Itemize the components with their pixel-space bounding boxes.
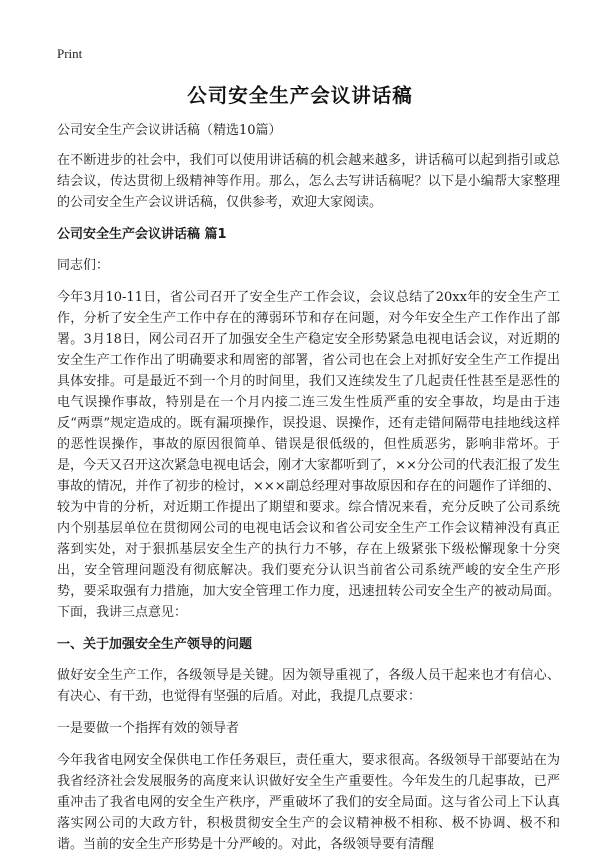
body-paragraph-2: 做好安全生产工作，各级领导是关键。因为领导重视了，各级人员干起来也才有信心、有决心、有干劲，也觉得有坚强的后盾。对此，我提几点要求： [57,668,560,704]
article-heading: 公司安全生产会议讲话稿 篇1 [57,227,227,242]
document-subtitle: 公司安全生产会议讲话稿（精选10篇） [57,123,282,138]
salutation: 同志们： [57,258,110,273]
body-paragraph-1: 今年3月10-11日，省公司召开了安全生产工作会议，会议总结了20xx年的安全生产工作，分析了安全生产工作中存在的薄弱环节和存在问题，对今年安全生产工作作出了部署。3月18日，网公司召开了加强安全生产稳定安全形势紧急电视电话会议，对近期的安全生产工作作出了明确要求和周密的部署，省公司也在会上对抓好安全生产工作提出具体安排。可是最近不到一个月的时间里，我们又连续发生了几起责任性甚至是恶性的电气误操作事故，特别是在一个月内接二连三发生性质严重的安全事故，均是由于违反“两票”规定造成的。既有漏项操作，误投退、误操作，还有走错间隔带电挂地线这样的恶性误操作，事故的原因很简单、错误是很低级的，但性质恶劣，影响非常坏。于是，今天又召开这次紧急电视电话会，刚才大家都听到了，××分公司的代表汇报了发生事故的情况，并作了初步的检讨，×××副总经理对事故原因和存在的问题作了详细的、较为中肯的分析，对近期工作提出了期望和要求。综合情况来看，充分反映了公司系统内个别基层单位在贯彻网公司的电视电话会议和省公司安全生产工作会议精神没有真正落到实处，对于狠抓基层安全生产的执行力不够，存在上级紧张下级松懈现象十分突出，安全管理问题没有彻底解决。我们要充分认识当前省公司系统严峻的安全生产形势，要采取强有力措施，加大安全管理工作力度，迅速扭转公司安全生产的被动局面。下面，我讲三点意见： [57,290,560,620]
document-body [57,120,560,866]
document-title: 公司安全生产会议讲话稿 [187,84,413,107]
body-paragraph-3: 今年我省电网安全保供电工作任务艰巨，责任重大，要求很高。各级领导干部要站在为我省经济社会发展服务的高度来认识做好安全生产重要性。今年发生的几起事故，已严重冲击了我省电网的安全生产秩序，严重破坏了我们的安全局面。这与省公司上下认真落实网公司的大政方针，积极贯彻安全生产的会议精神极不相称、极不协调、极不和谐。当前的安全生产形势是十分严峻的。对此，各级领导要有清醒 [57,753,560,852]
print-link[interactable]: Print [57,46,83,61]
sub-heading-1: 一是要做一个指挥有效的领导者 [57,721,240,736]
section-heading-1: 一、关于加强安全生产领导的问题 [57,637,253,652]
intro-paragraph: 在不断进步的社会中，我们可以使用讲话稿的机会越来越多，讲话稿可以起到指引或总结会议，传达贯彻上级精神等作用。那么，怎么去写讲话稿呢？以下是小编帮大家整理的公司安全生产会议讲话稿，仅供参考，欢迎大家阅读。 [57,153,560,210]
